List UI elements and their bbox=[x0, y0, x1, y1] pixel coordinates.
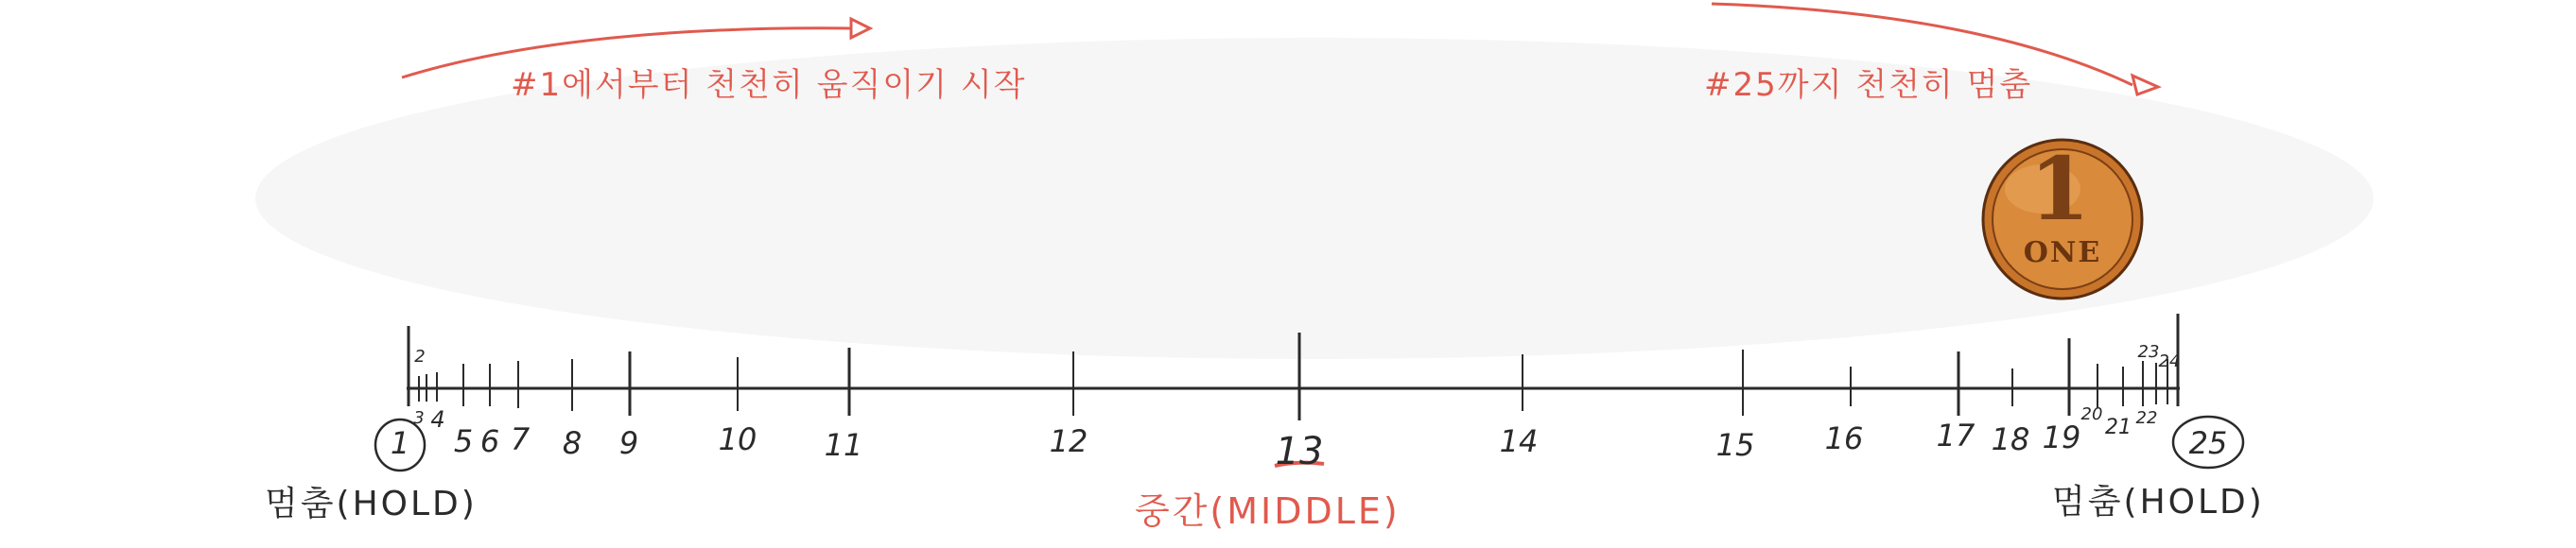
tick-label-13: 13 bbox=[1275, 430, 1324, 473]
tick-label-23: 23 bbox=[2137, 342, 2160, 362]
tick-label-6: 6 bbox=[479, 423, 500, 459]
tick-label-10: 10 bbox=[718, 421, 757, 457]
tick-label-3: 3 bbox=[413, 408, 425, 428]
start-arrow-head bbox=[851, 19, 870, 38]
tick-label-7: 7 bbox=[510, 421, 531, 457]
tick-label-19: 19 bbox=[2042, 420, 2081, 455]
end-arrow-head bbox=[2132, 76, 2158, 94]
tick-label-4: 4 bbox=[430, 406, 445, 433]
tick-label-22: 22 bbox=[2135, 408, 2158, 428]
tick-label-18: 18 bbox=[1991, 421, 2030, 457]
tick-label-14: 14 bbox=[1499, 423, 1539, 459]
tick-label-8: 8 bbox=[562, 425, 583, 461]
tick-label-2: 2 bbox=[414, 347, 426, 367]
tick-label-11: 11 bbox=[824, 427, 863, 463]
start-note: #1에서부터 천천히 움직이기 시작 bbox=[511, 66, 1027, 104]
tick-label-25: 25 bbox=[2188, 425, 2228, 461]
coin-icon bbox=[1983, 138, 2142, 299]
hold-right-label: 멈춤(HOLD) bbox=[2052, 483, 2265, 522]
tick-label-17: 17 bbox=[1936, 418, 1976, 454]
tick-label-5: 5 bbox=[453, 423, 474, 459]
tick-label-1: 1 bbox=[390, 425, 410, 461]
end-note: #25까지 천천히 멈춤 bbox=[1704, 66, 2033, 104]
tick-label-21: 21 bbox=[2105, 416, 2132, 439]
tick-label-24: 24 bbox=[2158, 351, 2181, 371]
tick-label-20: 20 bbox=[2080, 404, 2103, 424]
coin-word: ONE bbox=[2023, 236, 2102, 269]
tick-label-9: 9 bbox=[618, 425, 639, 461]
tick-label-16: 16 bbox=[1824, 420, 1864, 456]
tick-label-12: 12 bbox=[1049, 423, 1088, 459]
coin-numeral: 1 bbox=[2028, 138, 2091, 240]
tick-label-15: 15 bbox=[1715, 427, 1755, 463]
middle-label: 중간(MIDDLE) bbox=[1135, 490, 1401, 532]
hold-left-label: 멈춤(HOLD) bbox=[265, 485, 478, 523]
